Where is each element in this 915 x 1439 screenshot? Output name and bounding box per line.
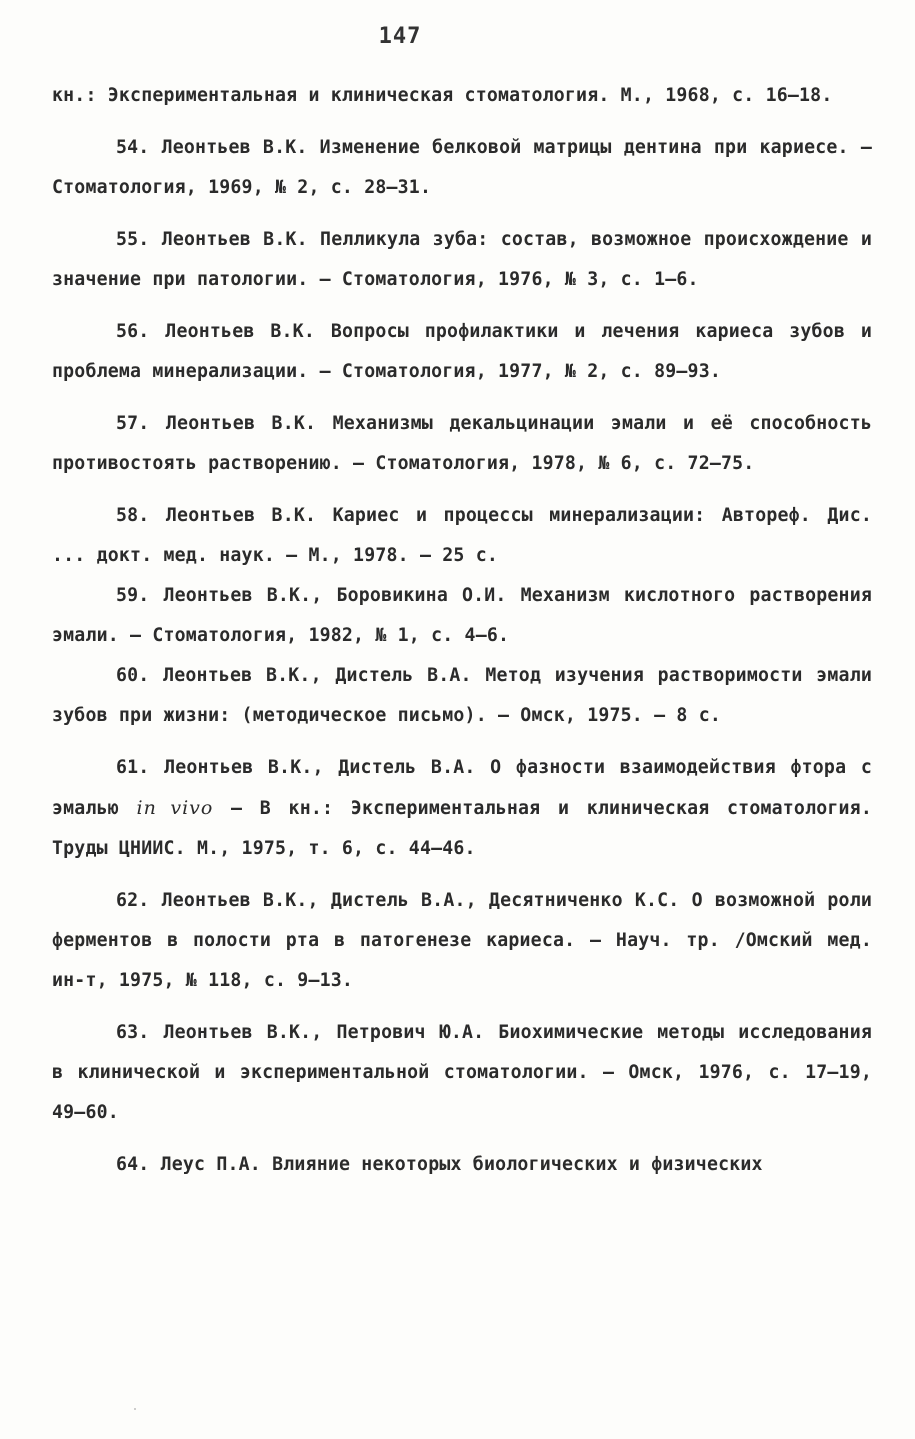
reference-55: 55. Леонтьев В.К. Пелликула зуба: состав, возможное происхождение и значение при патологии. – Стоматология, 1976, № 3, с. 1–6. bbox=[52, 229, 872, 290]
reference-58: 58. Леонтьев В.К. Кариес и процессы минерализации: Автореф. Дис. ... докт. мед. наук. – М., 1978. – 25 с. bbox=[52, 505, 872, 566]
scan-speck bbox=[134, 1408, 136, 1410]
reference-60: 60. Леонтьев В.К., Дистель В.А. Метод изучения растворимости эмали зубов при жизни: (методическое письмо). – Омск, 1975. – 8 с. bbox=[52, 665, 872, 726]
reference-64: 64. Леус П.А. Влияние некоторых биологических и физических bbox=[116, 1154, 763, 1175]
reference-57: 57. Леонтьев В.К. Механизмы декальцинации эмали и её способность противостоять растворению. – Стоматология, 1978, № 6, с. 72–75. bbox=[52, 413, 872, 474]
reference-61-text-end: – В кн.: Экспериментальная и клиническая стоматология. Труды ЦНИИС. М., 1975, т. 6, с. 44–46. bbox=[52, 798, 872, 859]
reference-54: 54. Леонтьев В.К. Изменение белковой матрицы дентина при кариесе. – Стоматология, 1969, № 2, с. 28–31. bbox=[52, 137, 872, 198]
reference-continuation: кн.: Экспериментальная и клиническая стоматология. М., 1968, с. 16–18. bbox=[52, 85, 833, 106]
page-number: 147 bbox=[378, 24, 422, 49]
reference-59: 59. Леонтьев В.К., Боровикина О.И. Механизм кислотного растворения эмали. – Стоматология, 1982, № 1, с. 4–6. bbox=[52, 585, 872, 646]
reference-61 bbox=[52, 748, 872, 869]
reference-62: 62. Леонтьев В.К., Дистель В.А., Десятниченко К.С. О возможной роли ферментов в полости рта в патогенезе кариеса. – Науч. тр. /Омский мед. ин-т, 1975, № 118, с. 9–13. bbox=[52, 890, 872, 991]
reference-56: 56. Леонтьев В.К. Вопросы профилактики и лечения кариеса зубов и проблема минерализации. – Стоматология, 1977, № 2, с. 89–93. bbox=[52, 321, 872, 382]
handwritten-in-vivo: in vivo bbox=[136, 797, 214, 819]
reference-63: 63. Леонтьев В.К., Петрович Ю.А. Биохимические методы исследования в клинической и экспериментальной стоматологии. – Омск, 1976, с. 17–19, 49–60. bbox=[52, 1022, 872, 1123]
reference-61-text-start: 61. Леонтьев В.К., Дистель В.А. О фазности взаимодействия фтора с эмалью bbox=[52, 757, 872, 819]
reference-list bbox=[52, 76, 872, 1185]
